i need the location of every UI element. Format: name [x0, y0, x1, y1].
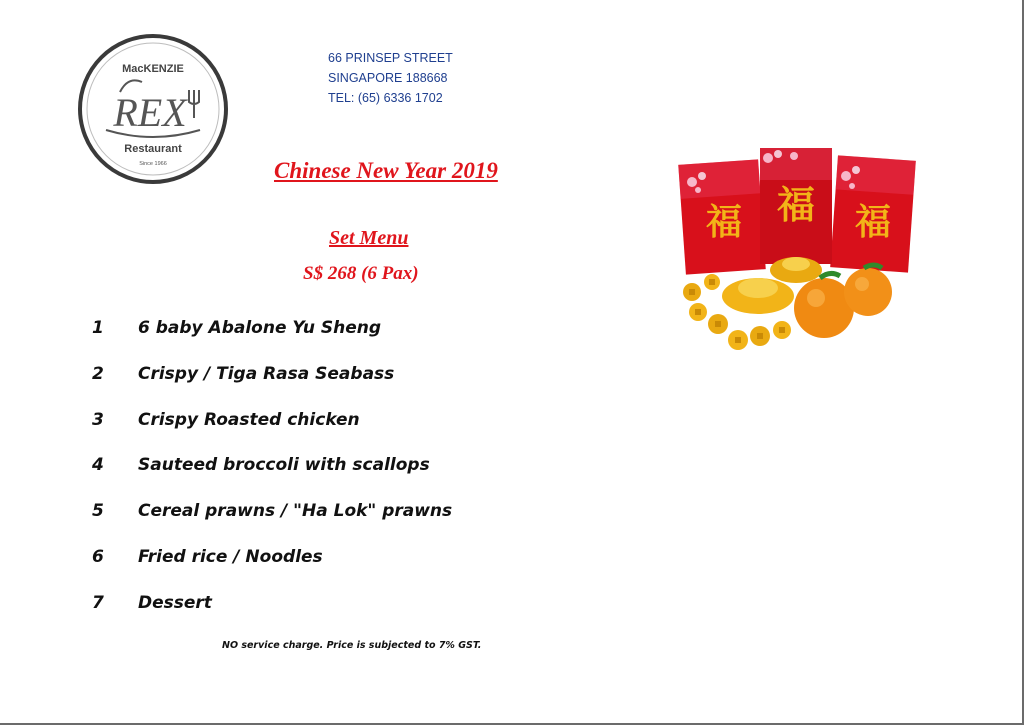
address-block — [328, 48, 453, 108]
menu-item — [92, 593, 612, 639]
menu-item-name: Crispy Roasted chicken — [138, 409, 360, 430]
logo-top-text: MacKENZIE — [122, 63, 184, 75]
address-street: 66 PRINSEP STREET — [328, 51, 453, 65]
menu-item-name: Crispy / Tiga Rasa Seabass — [138, 363, 395, 384]
menu-item — [92, 501, 612, 547]
envelope-character-left: 福 — [705, 202, 743, 243]
logo-bottom-text: Restaurant — [124, 143, 182, 155]
menu-item-name: Fried rice / Noodles — [138, 546, 323, 567]
menu-item-number: 6 — [92, 546, 104, 567]
menu-price: S$ 268 (6 Pax) — [303, 263, 419, 284]
menu-item — [92, 318, 612, 364]
footnote: NO service charge. Price is subjected to 7% GST. — [222, 640, 482, 651]
red-envelope-right — [830, 155, 916, 272]
menu-item-number: 1 — [92, 318, 104, 338]
menu-item — [92, 364, 612, 410]
menu-subtitle: Set Menu — [329, 227, 409, 249]
menu-item-number: 3 — [92, 409, 104, 430]
menu-item-number: 7 — [92, 592, 104, 613]
menu-item-name: 6 baby Abalone Yu Sheng — [138, 318, 382, 338]
menu-item-name: Sauteed broccoli with scallops — [138, 455, 430, 476]
page-title: Chinese New Year 2019 — [274, 158, 498, 183]
address-phone: TEL: (65) 6336 1702 — [328, 91, 443, 105]
restaurant-logo — [76, 32, 230, 186]
red-envelope-left — [678, 159, 765, 274]
menu-item — [92, 455, 612, 501]
menu-item — [92, 547, 612, 593]
red-envelope-center — [760, 148, 832, 264]
menu-item-number: 5 — [92, 501, 104, 522]
menu-item-number: 4 — [92, 455, 104, 476]
envelope-character-center: 福 — [776, 183, 816, 227]
menu-item — [92, 410, 612, 456]
menu-item-number: 2 — [92, 363, 104, 384]
logo-since-text: Since 1966 — [139, 161, 167, 167]
logo-main-text: REX — [113, 90, 187, 135]
menu-list — [92, 318, 612, 639]
cny-decoration-image — [676, 142, 916, 362]
address-city: SINGAPORE 188668 — [328, 71, 448, 85]
logo-emblem — [76, 32, 230, 186]
envelope-character-right: 福 — [854, 202, 892, 243]
menu-item-name: Dessert — [138, 592, 212, 613]
menu-item-name: Cereal prawns / "Ha Lok" prawns — [138, 501, 453, 522]
